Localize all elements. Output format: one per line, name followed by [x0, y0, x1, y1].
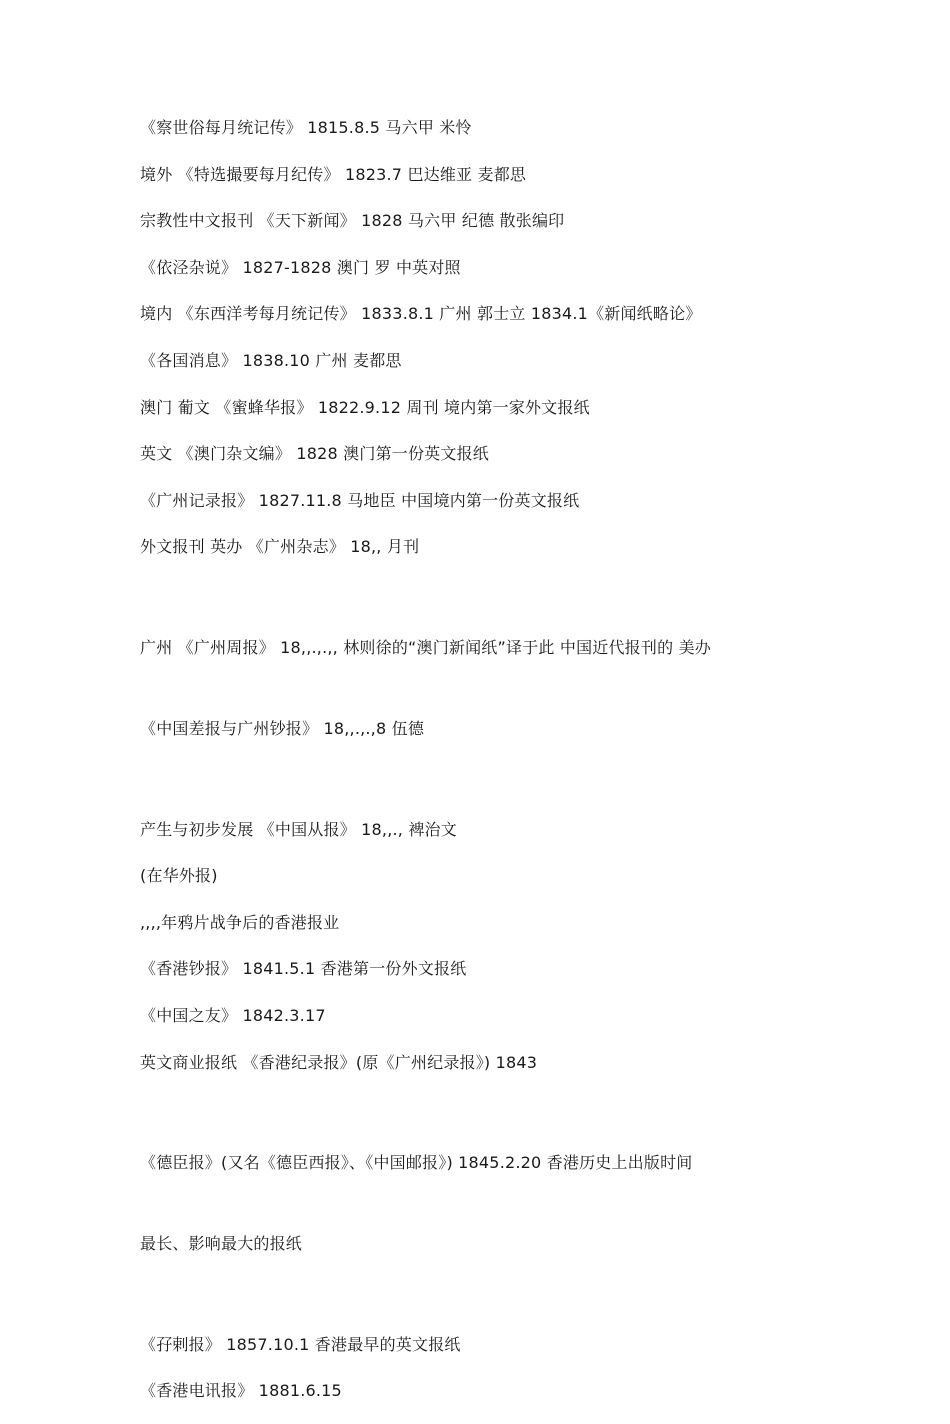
text-line: 宗教性中文报刊 《天下新闻》 1828 马六甲 纪德 散张编印 — [140, 211, 565, 231]
text-line: 《依泾杂说》 1827-1828 澳门 罗 中英对照 — [140, 257, 461, 277]
text-line: 境外 《特选撮要每月纪传》 1823.7 巴达维亚 麦都思 — [140, 164, 527, 184]
text-line: 《察世俗每月统记传》 1815.8.5 马六甲 米怜 — [140, 118, 472, 137]
text-line: 广州 《广州周报》 18,,.,.,, 林则徐的“澳门新闻纸”译于此 中国近代报刊的 美办 — [140, 637, 711, 657]
text-line: ,,,,年鸦片战争后的香港报业 — [140, 912, 340, 932]
text-line: (在华外报) — [140, 866, 218, 886]
text-line: 产生与初步发展 《中国从报》 18,,., 裨治文 — [140, 819, 457, 839]
text-line: 《德臣报》(又名《德臣西报》、《中国邮报》) 1845.2.20 香港历史上出版时间 — [140, 1153, 693, 1173]
text-line: 《中国差报与广州钞报》 18,,.,.,8 伍德 — [140, 718, 425, 738]
text-line: 《各国消息》 1838.10 广州 麦都思 — [140, 350, 402, 370]
text-paragraph — [140, 580, 820, 796]
text-line: 外文报刊 英办 《广州杂志》 18,, 月刊 — [140, 537, 420, 557]
text-line: 《广州记录报》 1827.11.8 马地臣 中国境内第一份英文报纸 — [140, 490, 580, 510]
text-line: 最长、影响最大的报纸 — [140, 1234, 303, 1254]
text-line: 《中国之友》 1842.3.17 — [140, 1005, 326, 1025]
text-line: 《孖剌报》 1857.10.1 香港最早的英文报纸 — [140, 1334, 461, 1354]
text-line: 英文商业报纸 《香港纪录报》(原《广州纪录报》) 1843 — [140, 1052, 538, 1072]
text-line: 境内 《东西洋考每月统记传》 1833.8.1 广州 郭士立 1834.1《新闻纸略论》 — [140, 304, 702, 324]
text-line: 《香港钞报》 1841.5.1 香港第一份外文报纸 — [140, 959, 467, 979]
text-line: 澳门 葡文 《蜜蜂华报》 1822.9.12 周刊 境内第一家外文报纸 — [140, 397, 590, 417]
text-line: 英文 《澳门杂文编》 1828 澳门第一份英文报纸 — [140, 444, 489, 464]
text-paragraph — [140, 1095, 820, 1311]
text-line: 《香港电讯报》 1881.6.15 — [140, 1381, 342, 1401]
document-body — [140, 114, 820, 1424]
